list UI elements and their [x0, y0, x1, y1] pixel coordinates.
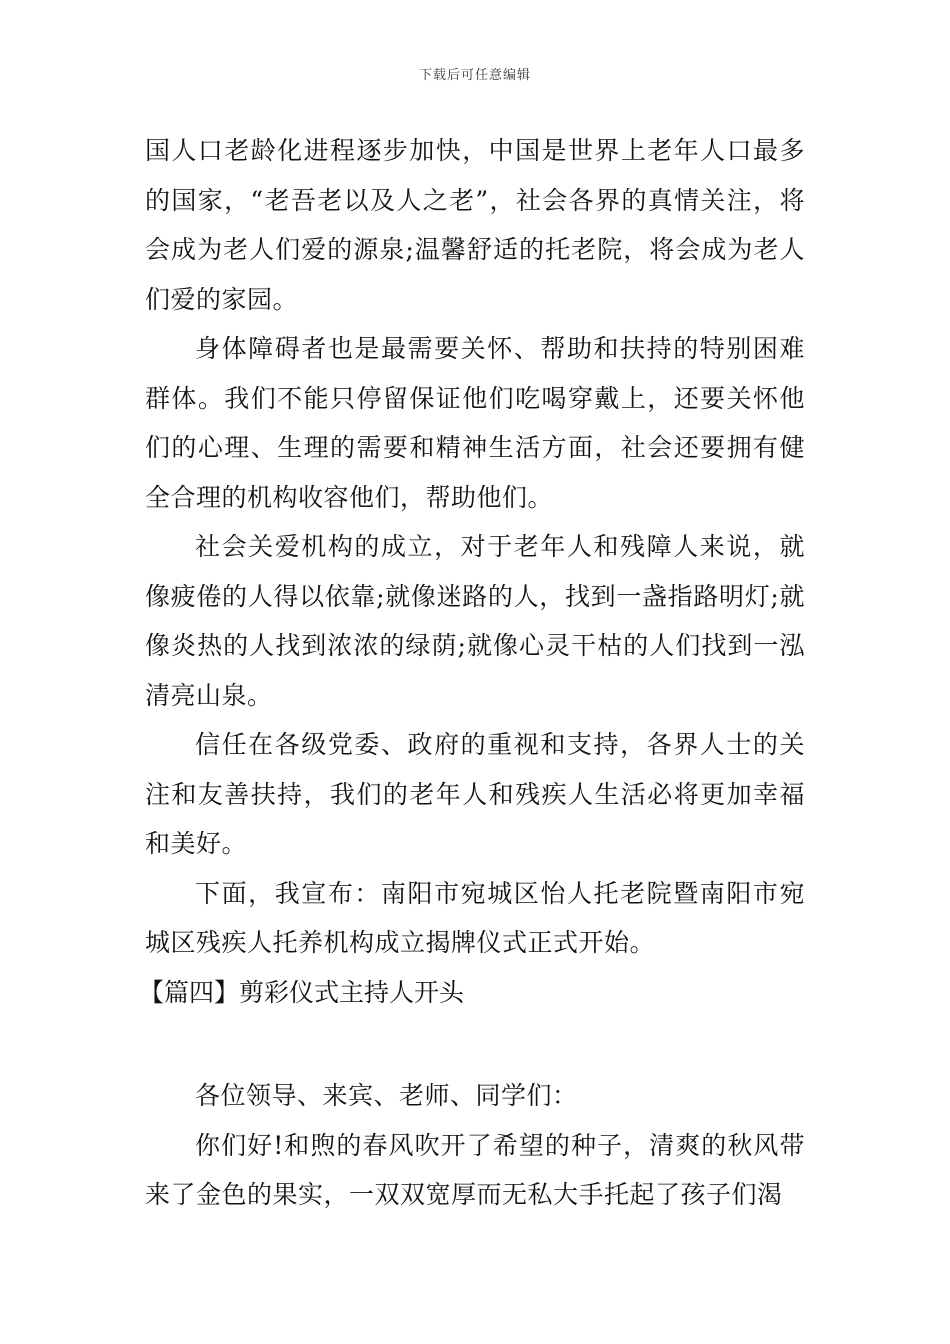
section-title: 【篇四】剪彩仪式主持人开头 — [139, 977, 465, 1007]
paragraph: 下面，我宣布：南阳市宛城区怡人托老院暨南阳市宛城区残疾人托养机构成立揭牌仪式正式开始。 — [145, 878, 805, 957]
document-body — [139, 126, 805, 1220]
paragraph: 你们好!和煦的春风吹开了希望的种子，清爽的秋风带来了金色的果实，一双双宽厚而无私大手托起了孩子们渴 — [145, 1130, 805, 1209]
paragraph: 信任在各级党委、政府的重视和支持，各界人士的关注和友善扶持，我们的老年人和残疾人生活必将更加幸福和美好。 — [145, 730, 805, 858]
paragraph: 各位领导、来宾、老师、同学们： — [195, 1081, 578, 1110]
page-header: 下载后可任意编辑 — [418, 68, 531, 83]
paragraph: 身体障碍者也是最需要关怀、帮助和扶持的特别困难群体。我们不能只停留保证他们吃喝穿戴上，还要关怀他们的心理、生理的需要和精神生活方面，社会还要拥有健全合理的机构收容他们，帮助他们。 — [145, 334, 805, 512]
paragraph: 社会关爱机构的成立，对于老年人和残障人来说，就像疲倦的人得以依靠;就像迷路的人，找到一盏指路明灯;就像炎热的人找到浓浓的绿荫;就像心灵干枯的人们找到一泓清亮山泉。 — [145, 532, 805, 710]
paragraph: 国人口老龄化进程逐步加快，中国是世界上老年人口最多的国家，“老吾老以及人之老”，社会各界的真情关注，将会成为老人们爱的源泉;温馨舒适的托老院，将会成为老人们爱的家园。 — [145, 136, 805, 314]
section-gap — [145, 1017, 805, 1071]
